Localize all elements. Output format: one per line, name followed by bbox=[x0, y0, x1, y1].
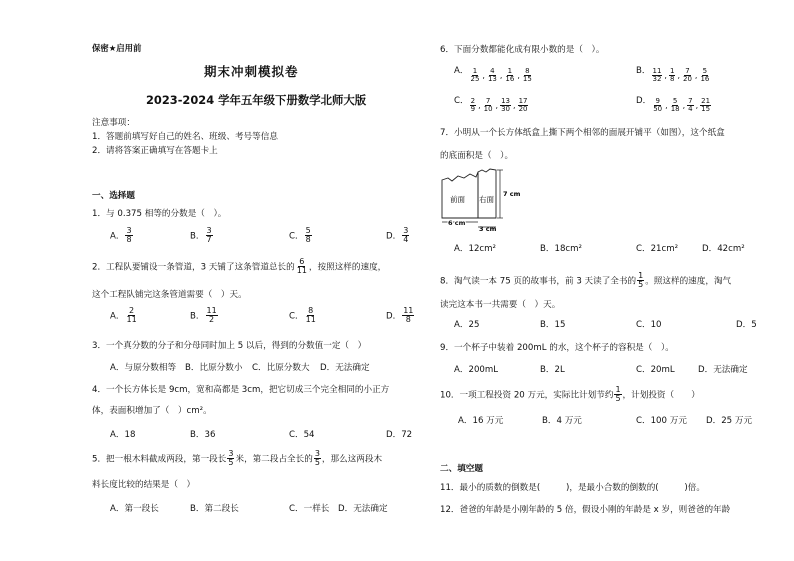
denominator: 15 bbox=[701, 105, 711, 114]
comma: , bbox=[513, 101, 516, 111]
fraction bbox=[700, 98, 711, 114]
stem-text: 2．工程队要铺设一条管道，3 天铺了这条管道总长的 bbox=[92, 262, 295, 273]
fraction bbox=[682, 68, 693, 84]
fraction bbox=[483, 98, 494, 114]
q5-option-b[interactable]: B．第二段长 bbox=[190, 504, 239, 514]
denominator: 4 bbox=[403, 235, 409, 245]
numerator: 17 bbox=[518, 97, 528, 105]
q8-option-b[interactable]: B．15 bbox=[540, 320, 566, 330]
denominator: 13 bbox=[487, 75, 497, 84]
q6-option-d[interactable] bbox=[636, 94, 712, 114]
q2-option-d[interactable] bbox=[386, 307, 415, 325]
denominator: 5 bbox=[314, 458, 320, 468]
fraction bbox=[687, 98, 693, 114]
denominator: 5 bbox=[638, 280, 644, 290]
numerator: 13 bbox=[501, 97, 511, 105]
denominator: 5 bbox=[615, 394, 621, 404]
denominator: 8 bbox=[405, 315, 411, 325]
question-8-stem bbox=[440, 272, 731, 290]
q4-option-d[interactable]: D．72 bbox=[386, 430, 413, 440]
fraction bbox=[125, 227, 132, 245]
q5-option-c[interactable]: C．一样长 bbox=[289, 504, 330, 514]
question-2-stem bbox=[92, 258, 386, 276]
exam-title: 期末冲刺模拟卷 bbox=[204, 64, 299, 79]
notes-item: 2．请将答案正确填写在答题卡上 bbox=[92, 146, 218, 156]
question-12-stem: 12．爸爸的年龄是小刚年龄的 5 倍，假设小刚的年龄是 x 岁，则爸爸的年龄 bbox=[440, 505, 731, 515]
stem-text: 8．淘气读一本 75 页的故事书，前 3 天读了全书的 bbox=[440, 276, 637, 287]
stem-text: ，计划投资（ ） bbox=[622, 390, 700, 401]
question-5-stem bbox=[92, 450, 382, 468]
denominator: 11 bbox=[305, 315, 316, 325]
numerator: 2 bbox=[129, 306, 135, 315]
denominator: 11 bbox=[296, 266, 307, 276]
comma: , bbox=[695, 101, 699, 111]
numerator: 7 bbox=[485, 97, 491, 105]
section-heading-choice: 一、选择题 bbox=[92, 191, 135, 201]
denominator: 11 bbox=[126, 315, 137, 325]
fraction bbox=[652, 98, 663, 114]
numerator: 8 bbox=[525, 67, 530, 75]
numerator: 11 bbox=[206, 306, 217, 315]
q6-option-c[interactable] bbox=[454, 94, 529, 114]
unfolded-box-figure bbox=[440, 166, 530, 232]
q8-option-d[interactable]: D．5 bbox=[736, 320, 757, 330]
question-7-stem-line2: 的底面积是（ ）。 bbox=[440, 151, 514, 161]
question-11-stem[interactable]: 11．最小的质数的倒数是( )，是最小合数的倒数的( )倍。 bbox=[440, 483, 705, 493]
q2-option-c[interactable] bbox=[289, 307, 318, 325]
q7-option-c[interactable]: C．21cm² bbox=[636, 244, 679, 254]
denominator: 8 bbox=[305, 235, 311, 245]
q3-option-d[interactable]: D．无法确定 bbox=[320, 363, 370, 373]
fraction-list bbox=[469, 98, 530, 114]
question-4-stem: 4．一个长方体长是 9cm，宽和高都是 3cm，把它切成三个完全相同的小正方 bbox=[92, 385, 390, 395]
fraction bbox=[206, 227, 213, 245]
comma: , bbox=[499, 71, 503, 81]
fraction bbox=[206, 307, 218, 325]
denominator: 5 bbox=[228, 458, 234, 468]
front-face-label: 前面 bbox=[450, 195, 465, 204]
denominator: 50 bbox=[653, 105, 663, 114]
denominator: 8 bbox=[669, 75, 675, 84]
q5-option-d[interactable]: D．无法确定 bbox=[338, 504, 388, 514]
q7-option-b[interactable]: B．18cm² bbox=[540, 244, 582, 254]
question-5-stem-line2: 料长度比较的结果是（ ） bbox=[92, 480, 196, 490]
section-heading-fill: 二、填空题 bbox=[440, 464, 483, 474]
option-label: A． bbox=[110, 311, 125, 322]
q3-option-b[interactable]: B．比原分数小 bbox=[185, 363, 243, 373]
notes-heading: 注意事项： bbox=[92, 118, 135, 128]
numerator: 1 bbox=[638, 271, 644, 280]
denominator: 16 bbox=[505, 75, 515, 84]
question-9-stem: 9．一个杯子中装着 200mL 的水，这个杯子的容积是（ ）。 bbox=[440, 343, 674, 353]
option-label: B． bbox=[190, 231, 205, 242]
denominator: 25 bbox=[470, 75, 480, 84]
q10-option-c[interactable]: C．100 万元 bbox=[636, 416, 687, 426]
comma: , bbox=[478, 101, 481, 111]
option-label: A． bbox=[454, 66, 469, 76]
q8-option-a[interactable]: A．25 bbox=[454, 320, 480, 330]
numerator: 7 bbox=[688, 97, 693, 105]
numerator: 11 bbox=[652, 67, 662, 75]
option-label: D． bbox=[386, 311, 402, 322]
numerator: 6 bbox=[299, 257, 305, 266]
numerator: 1 bbox=[472, 67, 478, 75]
q1-option-d[interactable] bbox=[386, 227, 410, 245]
numerator: 3 bbox=[403, 226, 409, 235]
numerator: 3 bbox=[206, 226, 212, 235]
numerator: 3 bbox=[314, 449, 320, 458]
fraction bbox=[402, 227, 409, 245]
denominator: 20 bbox=[682, 75, 692, 84]
numerator: 7 bbox=[685, 67, 690, 75]
numerator: 9 bbox=[655, 97, 660, 105]
height-label: 7 cm bbox=[503, 190, 521, 198]
denominator: 10 bbox=[483, 105, 493, 114]
comma: , bbox=[682, 101, 686, 111]
numerator: 21 bbox=[701, 97, 711, 105]
q1-option-c[interactable] bbox=[289, 227, 313, 245]
comma: , bbox=[495, 101, 499, 111]
q1-option-b[interactable] bbox=[190, 227, 214, 245]
question-10-stem bbox=[440, 386, 700, 404]
q9-option-a[interactable]: A．200mL bbox=[454, 365, 499, 375]
fraction bbox=[637, 272, 644, 290]
question-3-stem: 3．一个真分数的分子和分母同时加上 5 以后，得到的分数值一定（ ） bbox=[92, 341, 367, 351]
fraction-list bbox=[468, 68, 533, 84]
fraction-list bbox=[651, 68, 712, 84]
comma: , bbox=[517, 71, 520, 81]
numerator: 3 bbox=[126, 226, 132, 235]
q1-option-a[interactable] bbox=[110, 227, 134, 245]
question-4-stem-line2: 体，表面积增加了（ ）cm²。 bbox=[92, 406, 212, 416]
question-2-stem-line2: 这个工程队铺完这条管道需要（ ）天。 bbox=[92, 290, 247, 300]
fraction bbox=[614, 386, 621, 404]
width-label: 6 cm bbox=[448, 219, 466, 227]
q3-option-a[interactable]: A．与原分数相等 bbox=[110, 363, 177, 373]
numerator: 5 bbox=[672, 97, 678, 105]
denominator: 4 bbox=[688, 105, 693, 114]
confidential-mark: 保密★启用前 bbox=[92, 43, 142, 53]
fraction bbox=[305, 307, 317, 325]
denominator: 16 bbox=[700, 75, 710, 84]
option-label: B． bbox=[190, 311, 205, 322]
stem-text: 10．一项工程投资 20 万元，实际比计划节约 bbox=[440, 390, 614, 401]
q4-option-b[interactable]: B．36 bbox=[190, 430, 216, 440]
numerator: 1 bbox=[615, 385, 621, 394]
numerator: 1 bbox=[507, 67, 513, 75]
comma: , bbox=[664, 71, 667, 81]
exam-subtitle: 2023-2024 学年五年级下册数学北师大版 bbox=[146, 93, 367, 107]
q6-option-a[interactable] bbox=[454, 64, 534, 84]
fraction bbox=[500, 98, 511, 114]
comma: , bbox=[694, 71, 698, 81]
denominator: 7 bbox=[206, 235, 212, 245]
numerator: 5 bbox=[305, 226, 311, 235]
stem-text: ，那么这两段木 bbox=[321, 454, 383, 465]
q6-option-b[interactable] bbox=[636, 64, 711, 84]
q10-option-a[interactable]: A．16 万元 bbox=[458, 416, 504, 426]
option-label: C． bbox=[289, 311, 304, 322]
denominator: 32 bbox=[652, 75, 662, 84]
q7-option-a[interactable]: A．12cm² bbox=[454, 244, 496, 254]
stem-text: ，按照这样的速度， bbox=[308, 262, 387, 273]
comma: , bbox=[677, 71, 680, 81]
fraction bbox=[470, 98, 476, 114]
fraction bbox=[669, 68, 675, 84]
q10-option-d[interactable]: D．25 万元 bbox=[706, 416, 753, 426]
fraction bbox=[504, 68, 515, 84]
option-label: B． bbox=[636, 66, 651, 76]
stem-text: 5．把一根木料截成两段，第一段长 bbox=[92, 454, 227, 465]
denominator: 2 bbox=[209, 315, 215, 325]
question-7-stem: 7．小明从一个长方体纸盒上撕下两个相邻的面展开铺平（如图），这个纸盒 bbox=[440, 128, 725, 138]
fraction bbox=[314, 450, 321, 468]
fraction bbox=[518, 98, 529, 114]
denominator: 30 bbox=[501, 105, 511, 114]
fraction bbox=[305, 227, 312, 245]
q2-option-a[interactable] bbox=[110, 307, 139, 325]
numerator: 4 bbox=[490, 67, 495, 75]
denominator: 18 bbox=[670, 105, 680, 114]
comma: , bbox=[665, 101, 668, 111]
q9-option-c[interactable]: C．20mL bbox=[636, 365, 675, 375]
comma: , bbox=[482, 71, 485, 81]
fraction bbox=[469, 68, 480, 84]
q9-option-b[interactable]: B．2L bbox=[540, 365, 565, 375]
fraction bbox=[652, 68, 663, 84]
q4-option-a[interactable]: A．18 bbox=[110, 430, 136, 440]
option-label: D． bbox=[386, 231, 402, 242]
fraction bbox=[402, 307, 414, 325]
q5-option-a[interactable]: A．第一段长 bbox=[110, 504, 159, 514]
option-label: A． bbox=[110, 231, 125, 242]
numerator: 8 bbox=[308, 306, 314, 315]
stem-text: 。照这样的速度，淘气 bbox=[645, 276, 732, 287]
q9-option-d[interactable]: D．无法确定 bbox=[698, 365, 748, 375]
q2-option-b[interactable] bbox=[190, 307, 219, 325]
option-label: D． bbox=[636, 96, 652, 106]
fraction bbox=[522, 68, 533, 84]
notes-item: 1．答题前填写好自己的姓名、班级、考号等信息 bbox=[92, 132, 278, 142]
question-6-stem: 6．下面分数都能化成有限小数的是（ ）。 bbox=[440, 45, 605, 55]
numerator: 3 bbox=[228, 449, 234, 458]
fraction bbox=[670, 98, 681, 114]
q8-option-c[interactable]: C．10 bbox=[636, 320, 662, 330]
q4-option-c[interactable]: C．54 bbox=[289, 430, 315, 440]
fraction-list bbox=[651, 98, 712, 114]
denominator: 20 bbox=[518, 105, 528, 114]
option-label: C． bbox=[289, 231, 304, 242]
fraction bbox=[125, 307, 137, 325]
numerator: 5 bbox=[702, 67, 708, 75]
option-label: C． bbox=[454, 96, 469, 106]
fraction bbox=[296, 258, 308, 276]
fraction bbox=[227, 450, 234, 468]
fraction bbox=[699, 68, 710, 84]
denominator: 8 bbox=[126, 235, 132, 245]
stem-text: 米，第二段占全长的 bbox=[235, 454, 313, 465]
fraction bbox=[487, 68, 498, 84]
right-face-label: 右面 bbox=[479, 195, 494, 204]
denominator: 15 bbox=[522, 75, 532, 84]
q3-option-c[interactable]: C．比原分数大 bbox=[252, 363, 310, 373]
numerator: 2 bbox=[470, 97, 476, 105]
q10-option-b[interactable]: B．4 万元 bbox=[542, 416, 582, 426]
q7-option-d[interactable]: D．42cm² bbox=[702, 244, 745, 254]
question-1-stem: 1．与 0.375 相等的分数是（ ）。 bbox=[92, 209, 227, 219]
right-face-outline bbox=[478, 169, 496, 218]
numerator: 1 bbox=[669, 67, 675, 75]
question-8-stem-line2: 读完这本书一共需要（ ）天。 bbox=[440, 300, 561, 310]
denominator: 9 bbox=[470, 105, 476, 114]
numerator: 11 bbox=[403, 306, 414, 315]
depth-label: 3 cm bbox=[479, 225, 497, 232]
